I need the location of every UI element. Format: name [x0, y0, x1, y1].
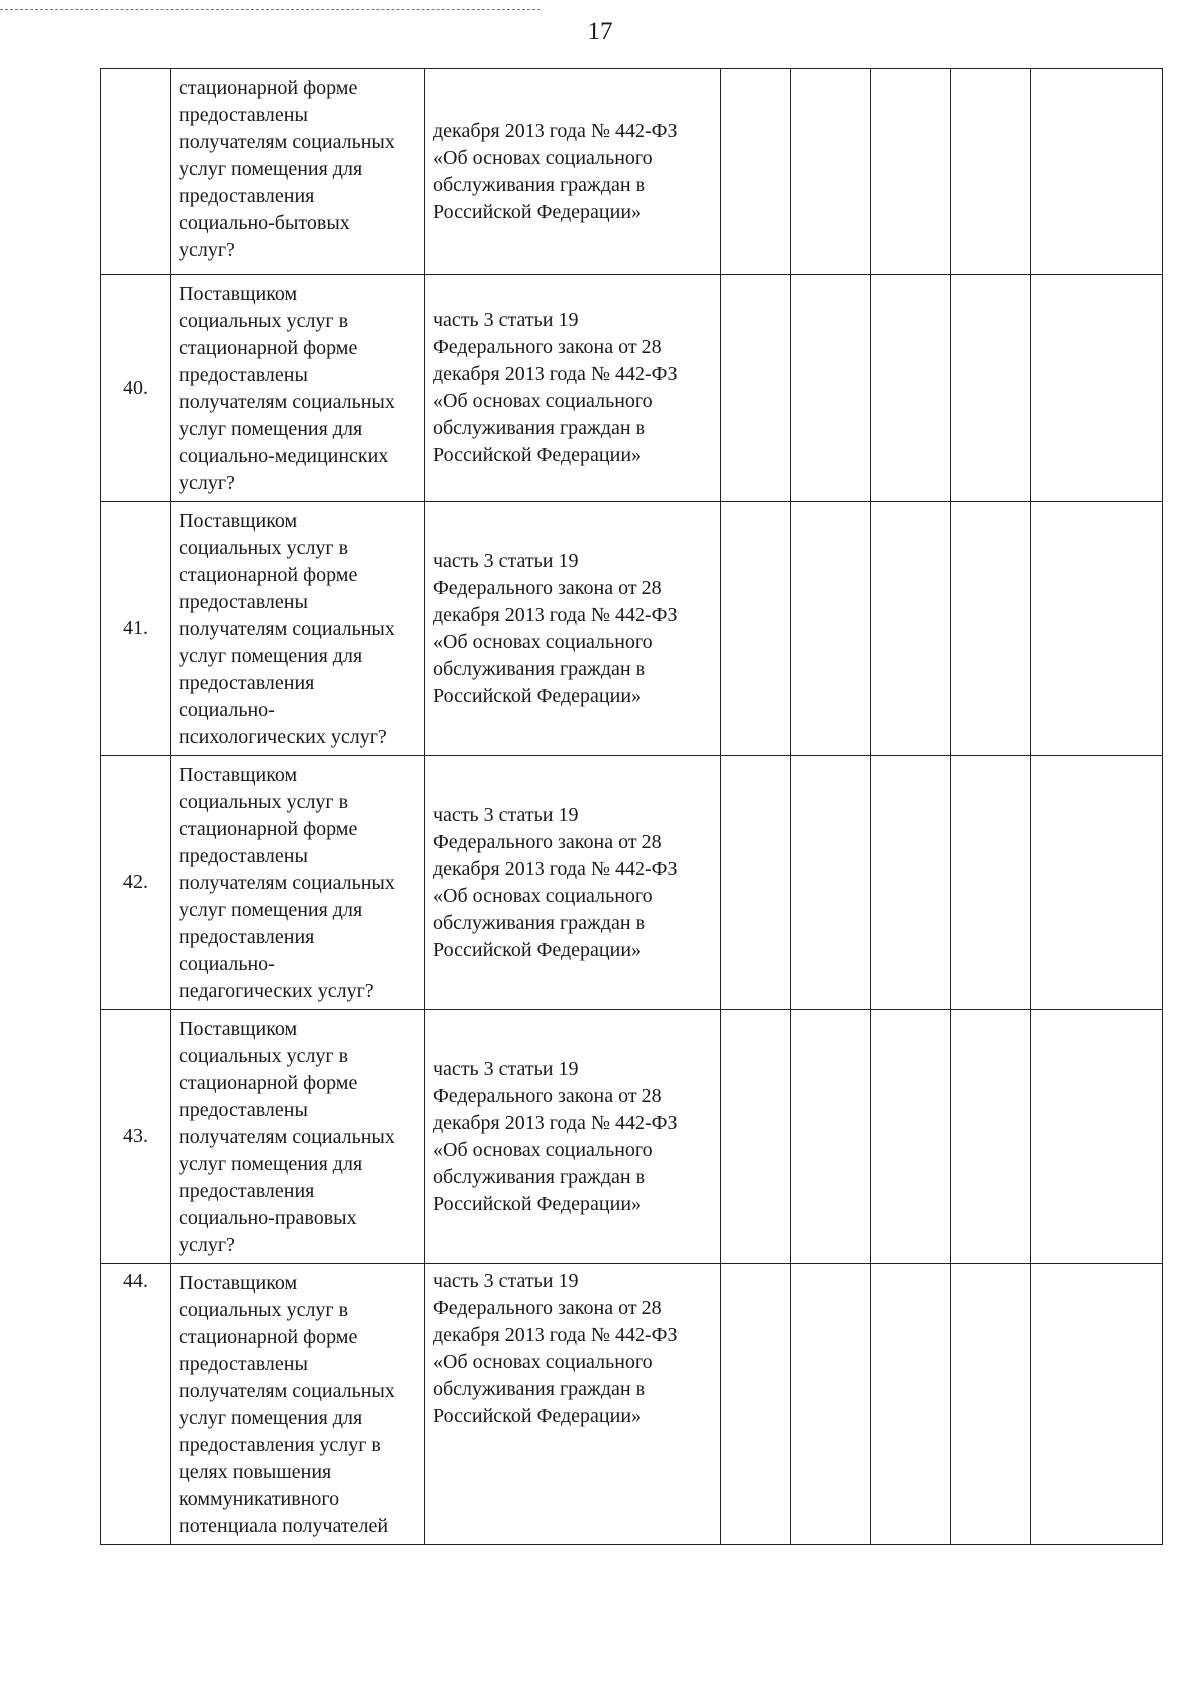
reference-line: обслуживания граждан в — [433, 1378, 646, 1400]
question-line: стационарной форме — [179, 1326, 358, 1348]
answer-cell — [871, 756, 951, 1010]
question-line: педагогических услуг? — [179, 980, 374, 1002]
answer-cell — [721, 756, 791, 1010]
answer-cell — [951, 756, 1031, 1010]
reference-line: декабря 2013 года № 442-ФЗ — [433, 1324, 678, 1346]
reference-line: Российской Федерации» — [433, 200, 642, 223]
question-line: стационарной форме — [179, 1072, 358, 1094]
reference-line: декабря 2013 года № 442-ФЗ — [433, 857, 678, 880]
question-line: социально-бытовых — [179, 212, 350, 234]
reference-line: декабря 2013 года № 442-ФЗ — [433, 363, 678, 385]
row-number: 44. — [101, 1264, 171, 1545]
answer-cell — [791, 756, 871, 1010]
question-line: предоставления — [179, 926, 315, 948]
question-line: социальных услуг в — [179, 791, 349, 813]
answer-cell — [721, 1010, 791, 1264]
answer-cell — [1031, 502, 1163, 756]
answer-cell — [951, 69, 1031, 275]
question-line: стационарной форме — [179, 337, 358, 359]
question-line: социально-правовых — [179, 1207, 357, 1229]
row-number: 43. — [101, 1010, 171, 1264]
requirement-question — [171, 1264, 425, 1545]
reference-line: «Об основах социального — [433, 1351, 653, 1373]
reference-line: Российской Федерации» — [433, 444, 642, 466]
question-line: коммуникативного — [179, 1488, 340, 1510]
reference-line: Федерального закона от 28 — [433, 336, 662, 358]
answer-cell — [791, 275, 871, 502]
checklist-table — [100, 68, 1163, 1545]
scan-edge-line — [0, 9, 540, 10]
table-row — [101, 275, 1163, 502]
question-line: Поставщиком — [179, 283, 298, 305]
reference-line: декабря 2013 года № 442-ФЗ — [433, 1111, 678, 1134]
question-line: потенциала получателей — [179, 1515, 389, 1537]
question-line: предоставления — [179, 672, 315, 694]
question-line: услуг помещения для — [179, 645, 363, 667]
answer-cell — [791, 502, 871, 756]
row-number: 42. — [101, 756, 171, 1010]
reference-line: Российской Федерации» — [433, 1405, 642, 1427]
legal-reference — [425, 69, 721, 275]
answer-cell — [721, 275, 791, 502]
legal-reference — [425, 502, 721, 756]
question-line: услуг помещения для — [179, 1153, 363, 1175]
answer-cell — [951, 502, 1031, 756]
answer-cell — [871, 69, 951, 275]
question-line: Поставщиком — [179, 510, 298, 532]
requirement-question — [171, 756, 425, 1010]
reference-line: Российской Федерации» — [433, 684, 642, 707]
question-line: социальных услуг в — [179, 310, 349, 332]
question-line: услуг? — [179, 1234, 235, 1256]
reference-line: «Об основах социального — [433, 1138, 653, 1161]
legal-reference — [425, 275, 721, 502]
reference-line: Федерального закона от 28 — [433, 576, 662, 599]
question-line: получателям социальных — [179, 872, 395, 894]
reference-line: «Об основах социального — [433, 884, 653, 907]
answer-cell — [1031, 69, 1163, 275]
question-line: социальных услуг в — [179, 1299, 349, 1321]
question-line: социальных услуг в — [179, 1045, 349, 1067]
question-line: социально-медицинских — [179, 445, 389, 467]
question-line: получателям социальных — [179, 1126, 395, 1148]
answer-cell — [951, 1010, 1031, 1264]
reference-line: часть 3 статьи 19 — [433, 803, 579, 826]
answer-cell — [721, 1264, 791, 1545]
question-line: социальных услуг в — [179, 537, 349, 559]
question-line: получателям социальных — [179, 391, 395, 413]
question-line: Поставщиком — [179, 764, 298, 786]
reference-line: Федерального закона от 28 — [433, 1084, 662, 1107]
row-number: 40. — [101, 275, 171, 502]
question-line: услуг помещения для — [179, 418, 363, 440]
reference-line: декабря 2013 года № 442-ФЗ — [433, 119, 678, 142]
requirement-question — [171, 69, 425, 275]
reference-line: «Об основах социального — [433, 146, 653, 169]
answer-cell — [951, 275, 1031, 502]
reference-line: Федерального закона от 28 — [433, 1297, 662, 1319]
reference-line: Федерального закона от 28 — [433, 830, 662, 853]
answer-cell — [871, 502, 951, 756]
legal-reference — [425, 1264, 721, 1545]
reference-line: Российской Федерации» — [433, 938, 642, 961]
reference-line: часть 3 статьи 19 — [433, 309, 579, 331]
requirement-question — [171, 1010, 425, 1264]
reference-line: «Об основах социального — [433, 390, 653, 412]
reference-line: Российской Федерации» — [433, 1192, 642, 1215]
question-line: предоставления услуг в — [179, 1434, 381, 1456]
answer-cell — [871, 1264, 951, 1545]
question-line: получателям социальных — [179, 131, 395, 153]
table-row — [101, 1010, 1163, 1264]
reference-line: декабря 2013 года № 442-ФЗ — [433, 603, 678, 626]
answer-cell — [791, 69, 871, 275]
answer-cell — [721, 502, 791, 756]
answer-cell — [1031, 1264, 1163, 1545]
reference-line: часть 3 статьи 19 — [433, 1270, 579, 1292]
question-line: Поставщиком — [179, 1018, 298, 1040]
table-body — [101, 69, 1163, 1545]
answer-cell — [791, 1264, 871, 1545]
table-row — [101, 69, 1163, 275]
requirement-question — [171, 275, 425, 502]
question-line: стационарной форме — [179, 818, 358, 840]
requirement-question — [171, 502, 425, 756]
reference-line: «Об основах социального — [433, 630, 653, 653]
question-line: предоставлены — [179, 591, 308, 613]
table-row — [101, 1264, 1163, 1545]
question-line: целях повышения — [179, 1461, 332, 1483]
reference-line: обслуживания граждан в — [433, 911, 646, 934]
page-number: 17 — [587, 18, 613, 45]
reference-line: обслуживания граждан в — [433, 173, 646, 196]
question-line: услуг помещения для — [179, 1407, 363, 1429]
row-number: 41. — [101, 502, 171, 756]
question-line: предоставлены — [179, 845, 308, 867]
answer-cell — [721, 69, 791, 275]
reference-line: обслуживания граждан в — [433, 417, 646, 439]
question-line: стационарной форме — [179, 77, 358, 99]
reference-line: обслуживания граждан в — [433, 1165, 646, 1188]
question-line: предоставлены — [179, 364, 308, 386]
question-line: предоставлены — [179, 1099, 308, 1121]
answer-cell — [1031, 756, 1163, 1010]
question-line: предоставлены — [179, 104, 308, 126]
question-line: получателям социальных — [179, 618, 395, 640]
row-number — [101, 69, 171, 275]
question-line: услуг помещения для — [179, 899, 363, 921]
table-row — [101, 502, 1163, 756]
answer-cell — [951, 1264, 1031, 1545]
question-line: услуг? — [179, 472, 235, 494]
question-line: предоставления — [179, 185, 315, 207]
answer-cell — [871, 275, 951, 502]
question-line: психологических услуг? — [179, 726, 387, 748]
legal-reference — [425, 756, 721, 1010]
question-line: стационарной форме — [179, 564, 358, 586]
answer-cell — [791, 1010, 871, 1264]
question-line: социально- — [179, 699, 275, 721]
question-line: услуг? — [179, 239, 235, 261]
answer-cell — [871, 1010, 951, 1264]
answer-cell — [1031, 1010, 1163, 1264]
reference-line: обслуживания граждан в — [433, 657, 646, 680]
reference-line: часть 3 статьи 19 — [433, 549, 579, 572]
answer-cell — [1031, 275, 1163, 502]
question-line: предоставлены — [179, 1353, 308, 1375]
question-line: предоставления — [179, 1180, 315, 1202]
legal-reference — [425, 1010, 721, 1264]
question-line: получателям социальных — [179, 1380, 395, 1402]
question-line: Поставщиком — [179, 1272, 298, 1294]
question-line: социально- — [179, 953, 275, 975]
reference-line: часть 3 статьи 19 — [433, 1057, 579, 1080]
table-row — [101, 756, 1163, 1010]
question-line: услуг помещения для — [179, 158, 363, 180]
